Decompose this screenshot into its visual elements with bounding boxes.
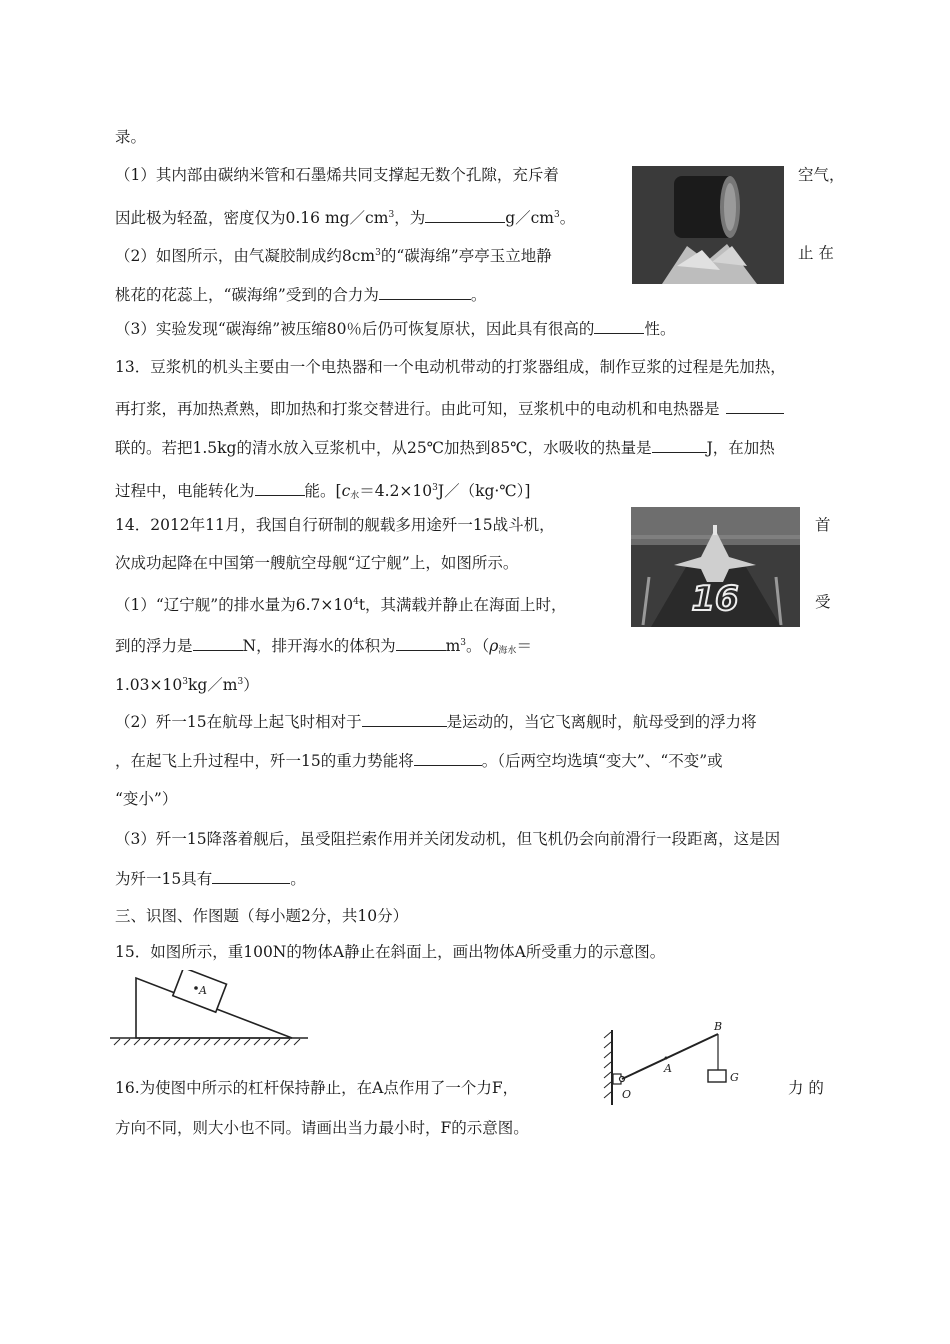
text-line: 首 <box>815 516 831 534</box>
aircraft-carrier-photo <box>631 507 800 627</box>
text-line: 次成功起降在中国第一艘航空母舰“辽宁舰”上，如图所示。 <box>115 554 519 572</box>
answer-blank[interactable] <box>396 635 446 651</box>
incline-figure <box>110 970 310 1050</box>
text-line: “变小”） <box>115 790 178 808</box>
answer-blank[interactable] <box>379 284 471 300</box>
svg-text:B: B <box>714 1020 723 1033</box>
text-line: 再打浆，再加热煮熟，即加热和打浆交替进行。由此可知，豆浆机中的电动机和电热器是 <box>115 398 784 419</box>
answer-blank[interactable] <box>193 635 243 651</box>
text-line: （3）歼一15降落着舰后，虽受阻拦索作用并关闭发动机，但飞机仍会向前滑行一段距离，这是因 <box>115 830 781 848</box>
text-line: $1.03\times 10^3kg/m^3$） <box>115 676 259 694</box>
svg-text:A: A <box>664 1062 672 1075</box>
text-line: 方向不同，则大小也不同。请画出当力最小时，F的示意图。 <box>115 1119 529 1137</box>
text-line: 过程中，电能转化为 能。$[c_水=4.2\times 10^3J/(kg\cdot℃)]$ <box>115 482 531 501</box>
text-line: （1）“辽宁舰”的排水量为$6.7\times 10^4t$，其满载并静止在海面上时， <box>115 596 567 614</box>
text-line: （2）歼一15在航母上起飞时相对于 是运动的，当它飞离舰时，航母受到的浮力将 <box>115 713 757 731</box>
text-line: 桃花的花蕊上，“碳海绵”受到的合力为 。 <box>115 286 487 304</box>
text-line: （3）实验发现“碳海绵”被压缩80％后仍可恢复原状，因此具有很高的 性。 <box>115 320 676 338</box>
text-line: 13．豆浆机的机头主要由一个电热器和一个电动机带动的打浆器组成，制作豆浆的过程是先加热， <box>115 358 786 376</box>
answer-blank[interactable] <box>414 750 482 766</box>
lever-figure <box>600 1020 750 1110</box>
answer-blank[interactable] <box>362 711 447 727</box>
text-line: 受 <box>815 593 831 611</box>
answer-blank[interactable] <box>425 207 505 223</box>
text-line: 16.为使图中所示的杠杆保持静止，在A点作用了一个力F， <box>115 1079 519 1097</box>
answer-blank[interactable] <box>255 480 305 496</box>
text-line: 力 的 <box>788 1079 824 1097</box>
text-line: 到的浮力是 N，排开海水的体积为 $m^3$。（$\rho_{海水}=$ <box>115 637 532 656</box>
text-line: 录。 <box>115 128 147 146</box>
answer-blank[interactable] <box>726 398 784 414</box>
section-heading: 三、识图、作图题（每小题2分，共10分） <box>115 907 409 925</box>
answer-blank[interactable] <box>652 437 707 453</box>
text-line: ，在起飞上升过程中，歼一15的重力势能将 。（后两空均选填“变大”、“不变”或 <box>115 752 723 770</box>
text-line: （2）如图所示，由气凝胶制成约$8cm^3$的“碳海绵”亭亭玉立地静 <box>115 247 552 265</box>
text-line: 止 在 <box>798 244 834 262</box>
svg-text:16: 16 <box>691 579 739 619</box>
text-line: 因此极为轻盈，密度仅为0.16 $mg/cm^3$，为 $g/cm^3$。 <box>115 209 576 227</box>
answer-blank[interactable] <box>594 318 644 334</box>
text-line: 为歼一15具有 。 <box>115 870 306 888</box>
text-line: 14．2012年11月，我国自行研制的舰载多用途歼一15战斗机， <box>115 516 555 534</box>
text-line: 15．如图所示，重100N的物体A静止在斜面上，画出物体A所受重力的示意图。 <box>115 943 666 961</box>
carbon-sponge-photo <box>632 166 784 284</box>
svg-text:O: O <box>622 1088 632 1101</box>
svg-text:A: A <box>199 984 207 997</box>
text-line: 空气， <box>798 166 845 184</box>
svg-text:G: G <box>730 1071 739 1084</box>
text-line: （1）其内部由碳纳米管和石墨烯共同支撑起无数个孔隙，充斥着 <box>115 166 559 184</box>
text-line: 联的。若把1.5kg的清水放入豆浆机中，从25℃加热到85℃，水吸收的热量是 J，在加热 <box>115 439 775 457</box>
answer-blank[interactable] <box>212 868 290 884</box>
